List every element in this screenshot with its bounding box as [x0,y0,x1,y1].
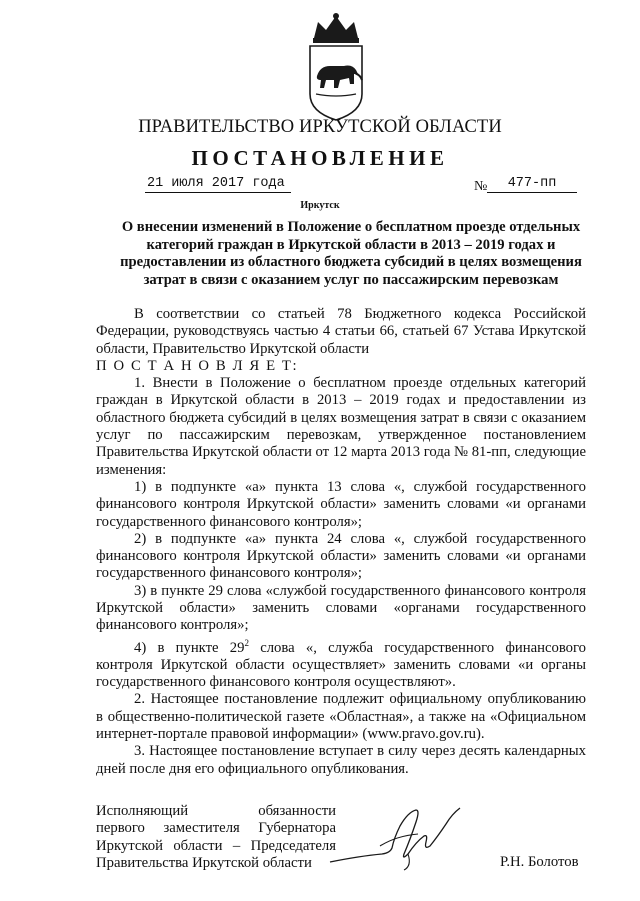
decree-subject: О внесении изменений в Положение о бесплатном проезде отдельных категорий граждан в Иркутской области в 2013 – 2019 годах и предоставлении из областного бюджета субсидий в целях возмещения затрат в связи с оказанием услуг по пассажирским перевозкам [120,219,582,288]
paragraph-3: 3. Настоящее постановление вступает в силу через десять календарных дней после дня его официального опубликования. [96,743,586,777]
position-word-1: Исполняющий [96,803,189,819]
position-line-4: Правительства Иркутской области [96,854,312,871]
paragraph-1-item-2: 2) в подпункте «а» пункта 24 слова «, службой государственного финансового контроля Иркутской области» заменить словами «и органами государственного финансового контроля»; [96,530,586,582]
decree-date: 21 июля 2017 года [145,176,291,193]
position-line-2: первого заместителя Губернатора [96,820,336,837]
document-type-title: ПОСТАНОВЛЕНИЕ [191,146,449,170]
position-line-1 [96,803,336,820]
preamble-paragraph: В соответствии со статьей 78 Бюджетного кодекса Российской Федерации, руководствуясь частью 4 статьи 66, статьей 67 Устава Иркутской области, Правительство Иркутской области [96,306,586,357]
decree-body [96,306,586,778]
position-line-3: Иркутской области – Председателя [96,837,336,854]
item-4-superscript: 2 [244,637,249,648]
coat-of-arms-icon [300,8,372,126]
city: Иркутск [300,200,340,211]
paragraph-1-item-3: 3) в пункте 29 слова «службой государственного финансового контроля Иркутской области» заменить словами «органами государственного финансового контроля»; [96,582,586,634]
government-title: ПРАВИТЕЛЬСТВО ИРКУТСКОЙ ОБЛАСТИ [138,117,502,137]
paragraph-1-item-1: 1) в подпункте «а» пункта 13 слова «, службой государственного финансового контроля Иркутской области» заменить словами «и органами государственного финансового контроля»; [96,478,586,530]
position-word-2: обязанности [258,803,336,819]
paragraph-1-item-4 [96,635,586,692]
handwritten-signature-icon [320,796,480,876]
item-4-start: 4) в пункте 29 [134,639,245,656]
resolves-line: П О С Т А Н О В Л Я Е Т: [96,357,299,374]
decree-number: 477-пп [487,176,577,193]
signer-name: Р.Н. Болотов [500,854,579,870]
number-label: № [474,179,488,194]
paragraph-1: 1. Внести в Положение о бесплатном проезде отдельных категорий граждан в Иркутской области в 2013 – 2019 годах и предоставлении из областного бюджета субсидий в целях возмещения затрат в связи с оказанием услуг по пассажирским перевозкам, утвержденное постановлением Правительства Иркутской области от 12 марта 2013 года № 81-пп, следующие изменения: [96,375,586,478]
paragraph-2: 2. Настоящее постановление подлежит официальному опубликованию в общественно-политической газете «Областная», а также на «Официальном интернет-портале правовой информации» (www.pravo.gov.ru). [96,691,586,743]
signatory-position [96,803,336,872]
item-4-end: слова «, служба государственного финансового контроля Иркутской области осуществляет» заменить словами «и органы государственного финансового контроля осуществляют». [96,639,586,691]
